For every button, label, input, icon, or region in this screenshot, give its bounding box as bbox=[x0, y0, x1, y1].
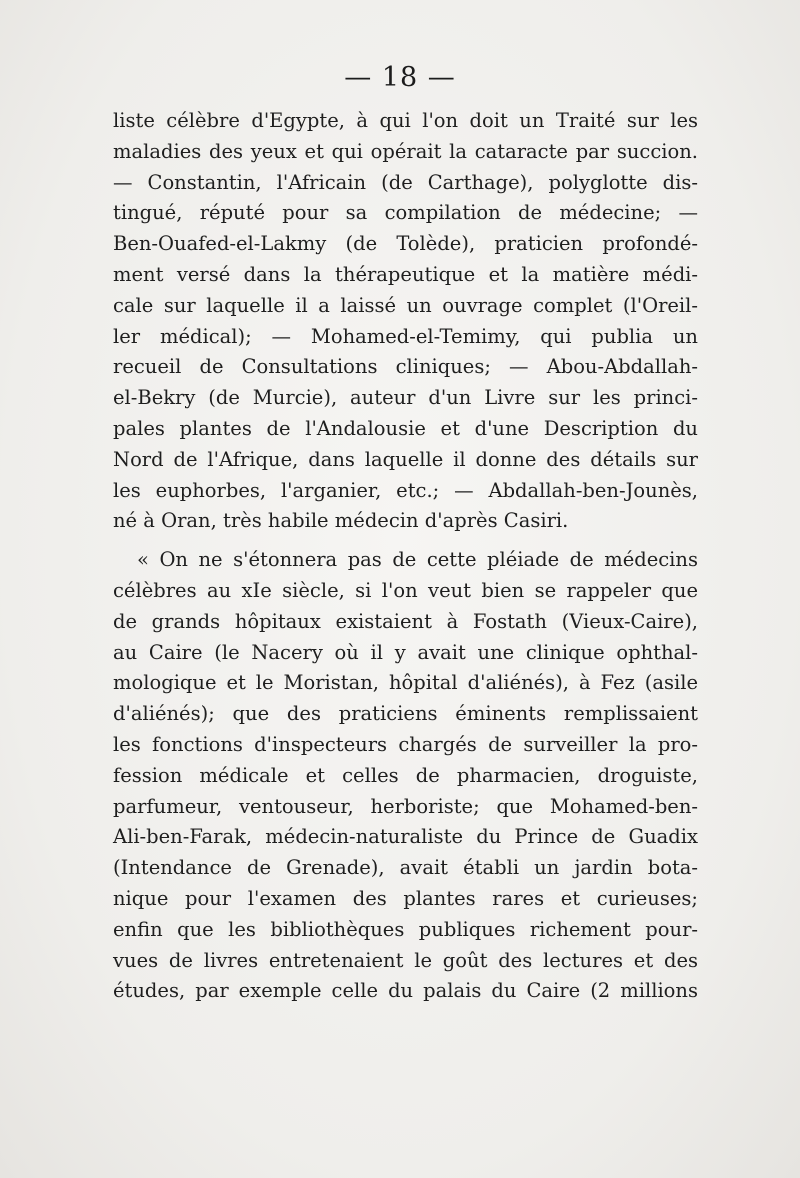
text-line: (Intendance de Grenade), avait établi un jardin bota- bbox=[113, 856, 698, 880]
text-line: ment versé dans la thérapeutique et la matière médi- bbox=[113, 262, 698, 286]
page-number: — 18 — bbox=[344, 62, 456, 93]
text-line: Ben-Ouafed-el-Lakmy (de Tolède), praticien profondé- bbox=[113, 232, 698, 256]
text-line: maladies des yeux et qui opérait la cataracte par succion. bbox=[113, 139, 698, 163]
text-line: au Caire (le Nacery où il y avait une clinique ophthal- bbox=[113, 640, 698, 664]
text-line: d'aliénés); que des praticiens éminents remplissaient bbox=[113, 702, 698, 726]
text-line: nique pour l'examen des plantes rares et curieuses; bbox=[113, 886, 698, 910]
text-line: ler médical); — Mohamed-el-Temimy, qui publia un bbox=[113, 324, 698, 348]
text-line: mologique et le Moristan, hôpital d'aliénés), à Fez (asile bbox=[113, 671, 698, 695]
text-line: Nord de l'Afrique, dans laquelle il donne des détails sur bbox=[113, 447, 698, 471]
text-line: parfumeur, ventouseur, herboriste; que Mohamed-ben- bbox=[113, 794, 698, 818]
paragraph-gap bbox=[113, 537, 698, 545]
text-line: cale sur laquelle il a laissé un ouvrage complet (l'Oreil- bbox=[113, 293, 698, 317]
text-line: tingué, réputé pour sa compilation de médecine; — bbox=[113, 201, 698, 225]
text-line: Ali-ben-Farak, médecin-naturaliste du Prince de Guadix bbox=[113, 825, 698, 849]
text-line: vues de livres entretenaient le goût des lectures et des bbox=[113, 948, 698, 972]
text-line: de grands hôpitaux existaient à Fostath (Vieux-Caire), bbox=[113, 609, 698, 633]
text-line: les euphorbes, l'arganier, etc.; — Abdallah-ben-Jounès, bbox=[113, 478, 698, 502]
paragraph-2 bbox=[113, 545, 698, 1007]
body-text bbox=[113, 106, 698, 1007]
text-line: liste célèbre d'Egypte, à qui l'on doit un Traité sur les bbox=[113, 109, 698, 132]
text-line: les fonctions d'inspecteurs chargés de surveiller la pro- bbox=[113, 732, 698, 756]
text-line: fession médicale et celles de pharmacien, droguiste, bbox=[113, 763, 698, 787]
paragraph-1 bbox=[113, 106, 698, 537]
text-line: el-Bekry (de Murcie), auteur d'un Livre sur les princi- bbox=[113, 386, 698, 410]
text-line: études, par exemple celle du palais du Caire (2 millions bbox=[113, 979, 698, 1003]
text-line: recueil de Consultations cliniques; — Abou-Abdallah- bbox=[113, 355, 698, 379]
text-line: né à Oran, très habile médecin d'après Casiri. bbox=[113, 509, 569, 533]
text-line: célèbres au xIe siècle, si l'on veut bien se rappeler que bbox=[113, 578, 698, 602]
text-line: « On ne s'étonnera pas de cette pléiade de médecins bbox=[137, 548, 698, 572]
text-line: pales plantes de l'Andalousie et d'une Description du bbox=[113, 416, 698, 440]
text-line: enfin que les bibliothèques publiques richement pour- bbox=[113, 917, 698, 941]
text-line: — Constantin, l'Africain (de Carthage), polyglotte dis- bbox=[113, 170, 698, 194]
